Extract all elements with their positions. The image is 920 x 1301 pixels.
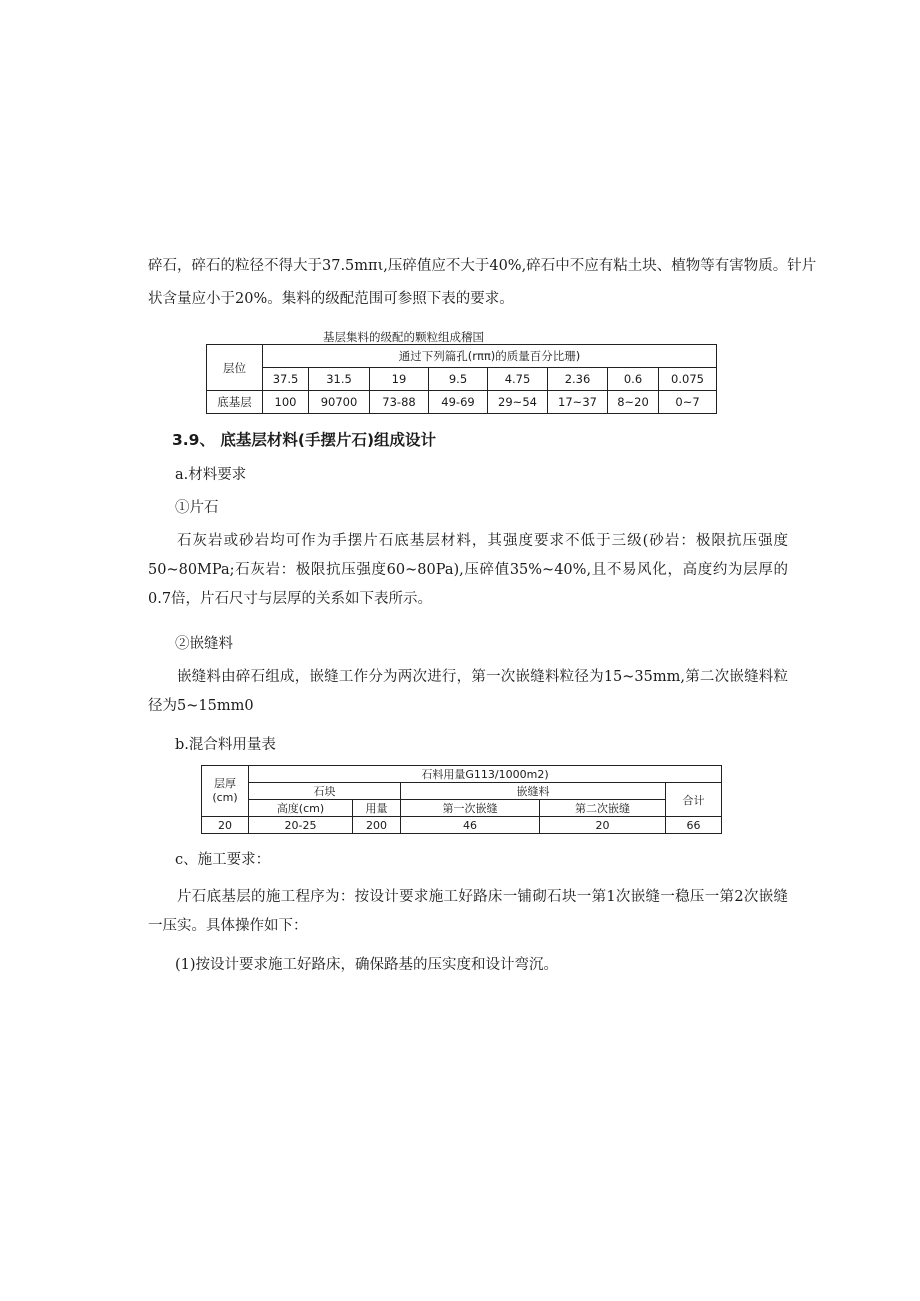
table-row [207,391,717,414]
sieve-size-cell: 31.5 [309,368,370,391]
sieve-size-cell: 37.5 [263,368,309,391]
amount-cell: 200 [353,817,401,834]
sieve-size-cell: 2.36 [548,368,608,391]
value-cell: 29~54 [488,391,548,414]
usage-header: 石料用量G113/1000m2) [249,766,722,783]
thickness-cell: 20 [202,817,249,834]
first-fill-cell: 46 [401,817,540,834]
intro-line-1: 碎石，碎石的粒径不得大于37.5mπι,压碎值应不大于40%,碎石中不应有粘土块、植物等有害物质。针片 [148,258,817,274]
sieve-size-cell: 9.5 [429,368,488,391]
value-cell: 73-88 [370,391,429,414]
paragraph-stone: 石灰岩或砂岩均可作为手摆片石底基层材料，其强度要求不低于三级(砂岩：极限抗压强度50~80MPa;石灰岩：极限抗压强度60~80Pa),压碎值35%~40%,且不易风化，高度约为层厚的0.7倍，片石尺寸与层厚的关系如下表所示。 [148,533,788,607]
subheading-a: a.材料要求 [175,467,247,483]
paragraph-procedure: 片石底基层的施工程序为：按设计要求施工好路床一铺砌石块一第1次嵌缝一稳压一第2次嵌缝一压实。具体操作如下： [148,889,788,934]
subheading-c: c、施工要求： [175,852,271,868]
table-row [202,817,722,834]
thickness-header: 层厚(cm) [202,766,249,817]
height-header: 高度(cm) [249,800,353,817]
subheading-b: b.混合料用量表 [175,737,276,753]
item-heading-2: ②嵌缝料 [175,636,233,652]
mix-quantity-table [201,765,722,834]
value-cell: 90700 [309,391,370,414]
sieve-span-header: 通过下列篇孔(rππ)的质量百分比珊) [263,345,717,368]
amount-header: 用量 [353,800,401,817]
first-fill-header: 第一次嵌缝 [401,800,540,817]
sieve-size-cell: 0.6 [608,368,659,391]
value-cell: 49-69 [429,391,488,414]
layer-header: 层位 [207,345,263,391]
sieve-size-cell: 4.75 [488,368,548,391]
section-heading: 3.9、 底基层材料(手摆片石)组成设计 [172,431,437,449]
paragraph-filler: 嵌缝料由碎石组成，嵌缝工作分为两次进行，第一次嵌缝料粒径为15~35mm,第二次嵌缝料粒径为5~15mm0 [148,669,788,714]
step-1: (1)按设计要求施工好路床，确保路基的压实度和设计弯沉。 [175,957,559,973]
intro-line-2: 状含量应小于20%。集料的级配范围可参照下表的要求。 [148,291,514,307]
value-cell: 17~37 [548,391,608,414]
sieve-size-cell: 0.075 [659,368,717,391]
total-cell: 66 [666,817,722,834]
item-heading-1: ①片石 [175,500,219,516]
value-cell: 8~20 [608,391,659,414]
value-cell: 100 [263,391,309,414]
height-cell: 20-25 [249,817,353,834]
total-header: 合计 [666,783,722,817]
table1-caption: 基层集料的级配的颗粒组成稽国 [323,330,484,344]
second-fill-cell: 20 [540,817,666,834]
second-fill-header: 第二次嵌缝 [540,800,666,817]
filler-header: 嵌缝料 [401,783,666,800]
row-label-cell: 底基层 [207,391,263,414]
sieve-size-cell: 19 [370,368,429,391]
gradation-table [206,344,717,414]
value-cell: 0~7 [659,391,717,414]
stone-header: 石块 [249,783,401,800]
